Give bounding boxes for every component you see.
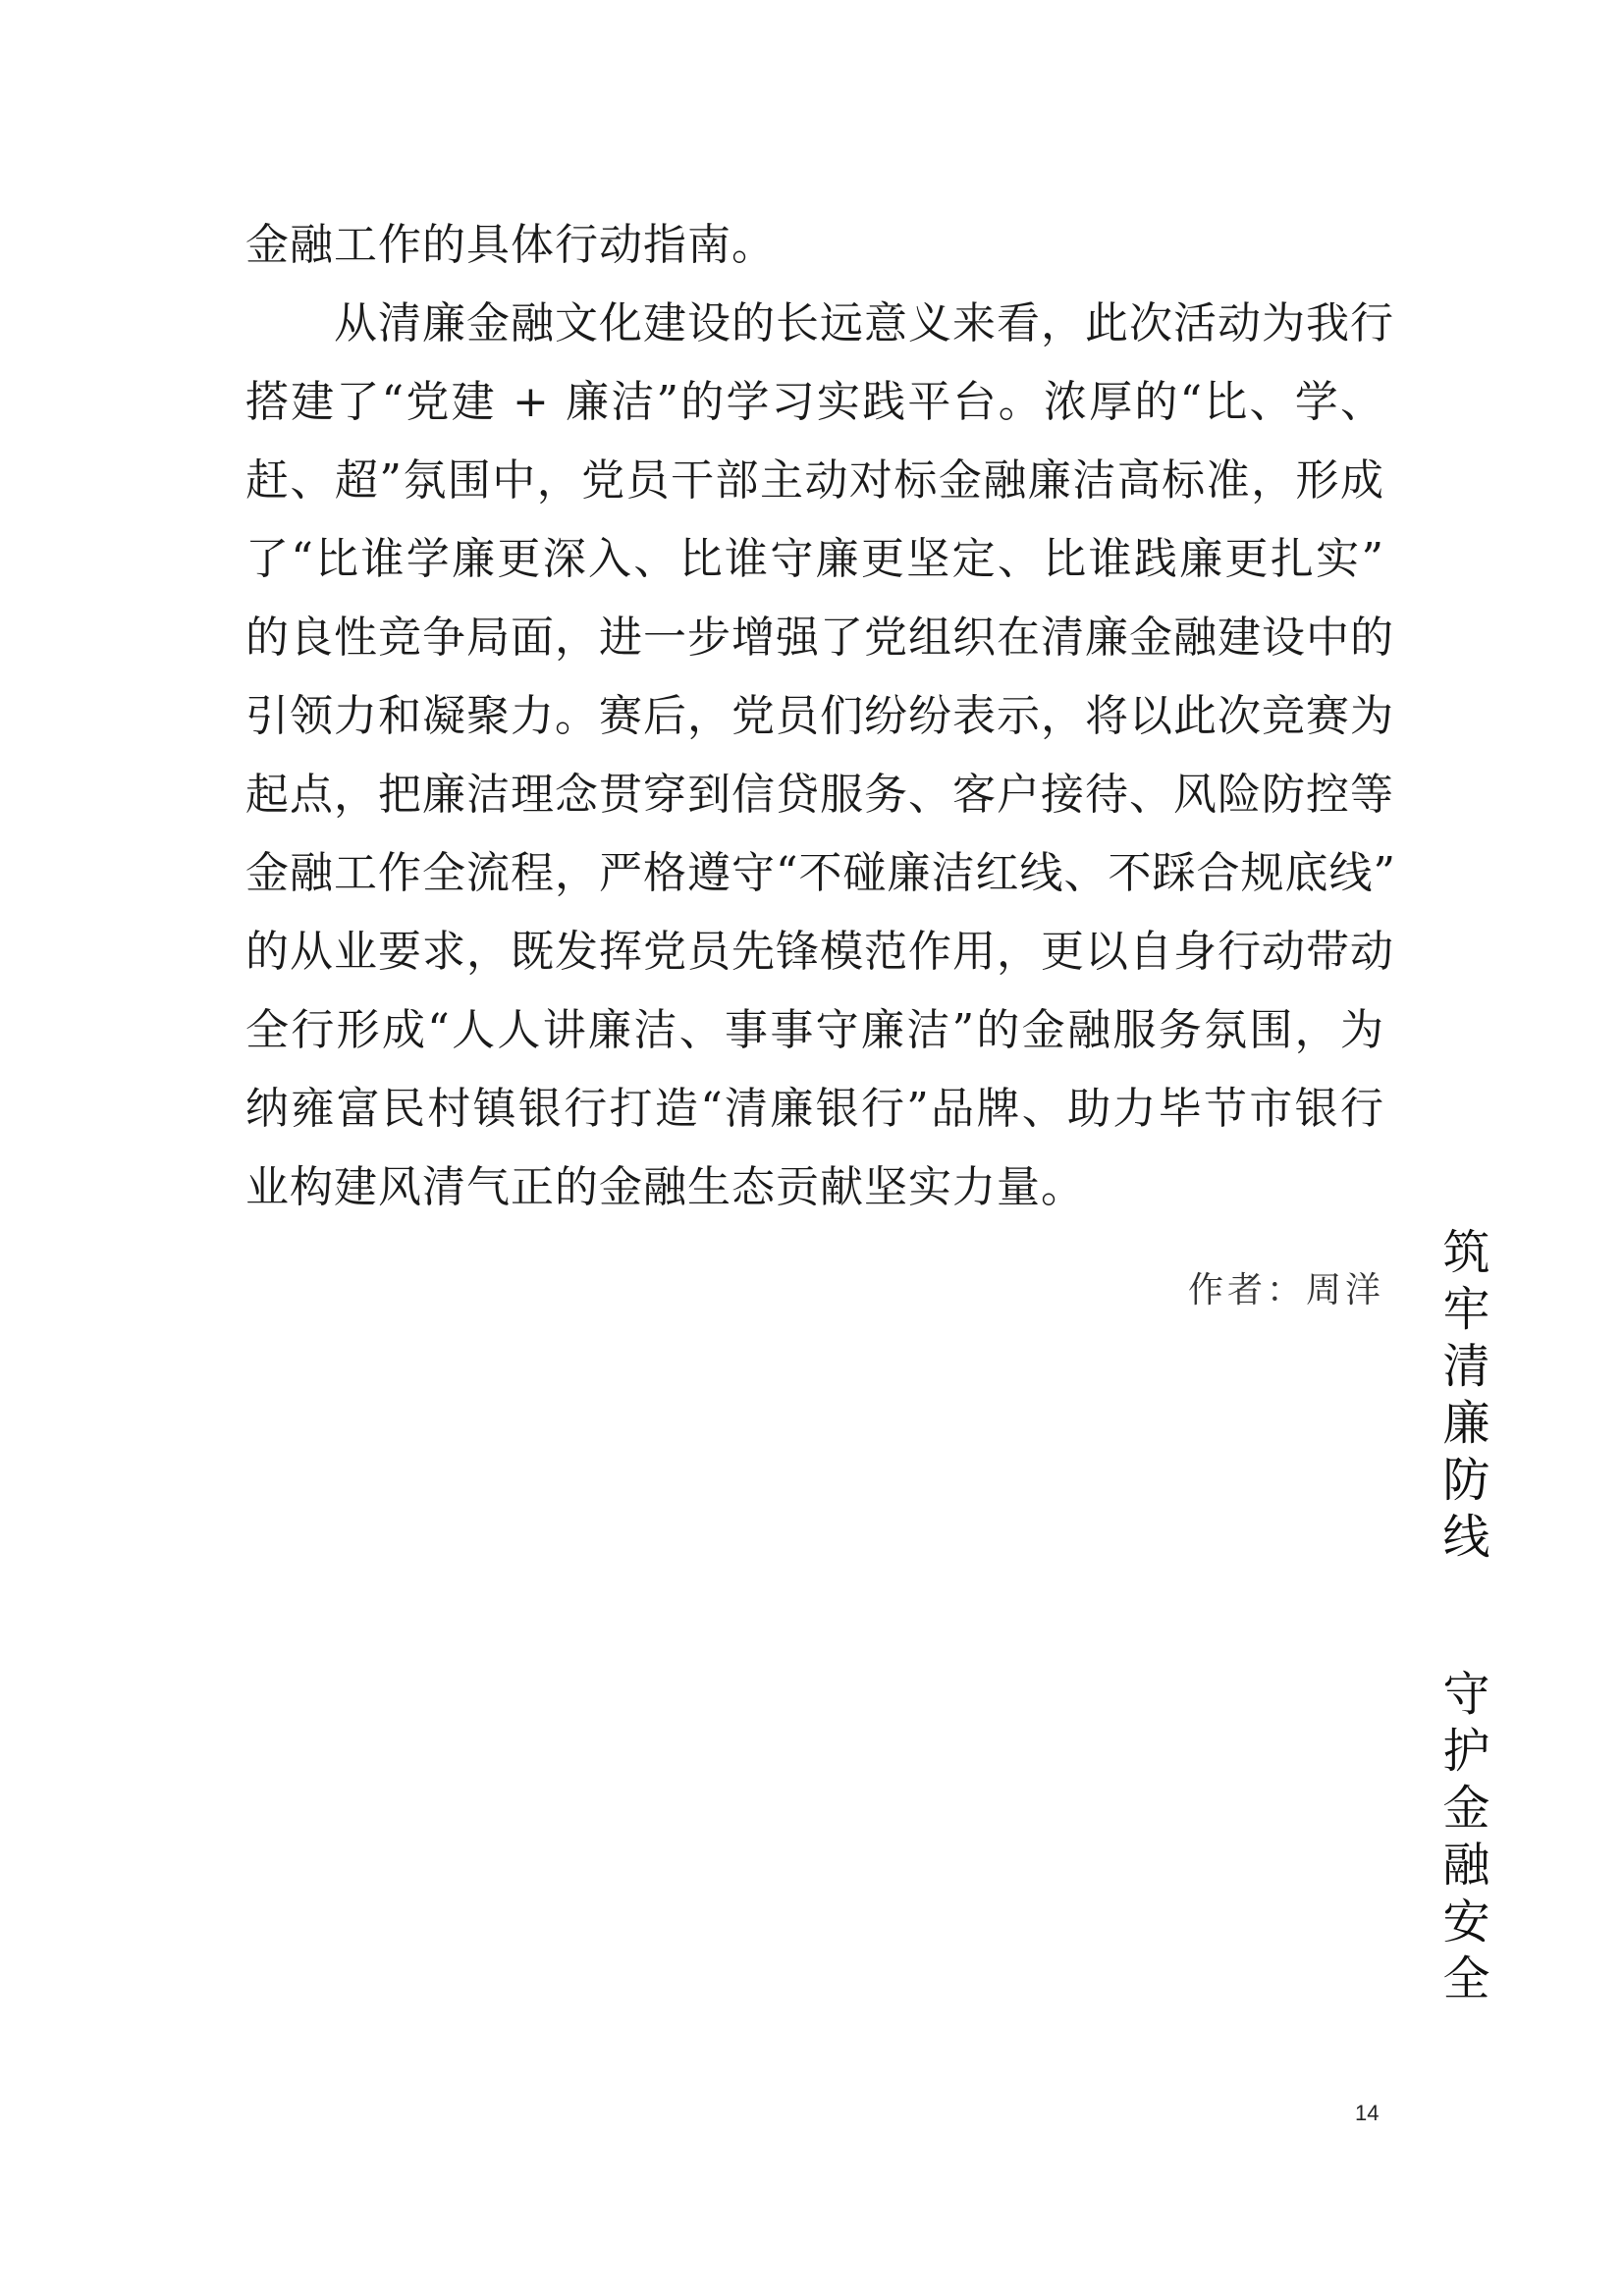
vertical-slogan-part1: 筑牢清廉防线 [1435,1227,1489,1569]
text-line: 了“比谁学廉更深入、比谁守廉更坚定、比谁践廉更扎实” [245,534,1384,584]
text-line: 纳雍富民村镇银行打造“清廉银行”品牌、助力毕节市银行 [245,1084,1384,1134]
author-byline: 作者：周洋 [1187,1270,1384,1310]
page-number: 14 [1355,2101,1380,2125]
text-line: 全行形成“人人讲廉洁、事事守廉洁”的金融服务氛围，为 [245,1005,1384,1055]
article-body [245,206,1396,1227]
text-line: 业构建风清气正的金融生态贡献坚实力量。 [245,1162,1085,1212]
text-line: 金融工作的具体行动指南。 [245,220,776,270]
text-line: 从清廉金融文化建设的长远意义来看，此次活动为我行 [334,298,1394,348]
text-line: 金融工作全流程，严格遵守“不碰廉洁红线、不踩合规底线” [245,848,1396,898]
text-line: 搭建了“党建 + 廉洁”的学习实践平台。浓厚的“比、学、 [245,377,1384,427]
text-line: 引领力和凝聚力。赛后，党员们纷纷表示，将以此次竞赛为 [245,691,1394,741]
text-line: 的良性竞争局面，进一步增强了党组织在清廉金融建设中的 [245,613,1394,663]
vertical-slogan-part2: 守护金融安全 [1435,1669,1489,2010]
text-line: 起点，把廉洁理念贯穿到信贷服务、客户接待、风险防控等 [245,770,1394,820]
text-line: 赶、超”氛围中，党员干部主动对标金融廉洁高标准，形成 [245,455,1384,506]
text-line: 的从业要求，既发挥党员先锋模范作用，更以自身行动带动 [245,927,1394,977]
